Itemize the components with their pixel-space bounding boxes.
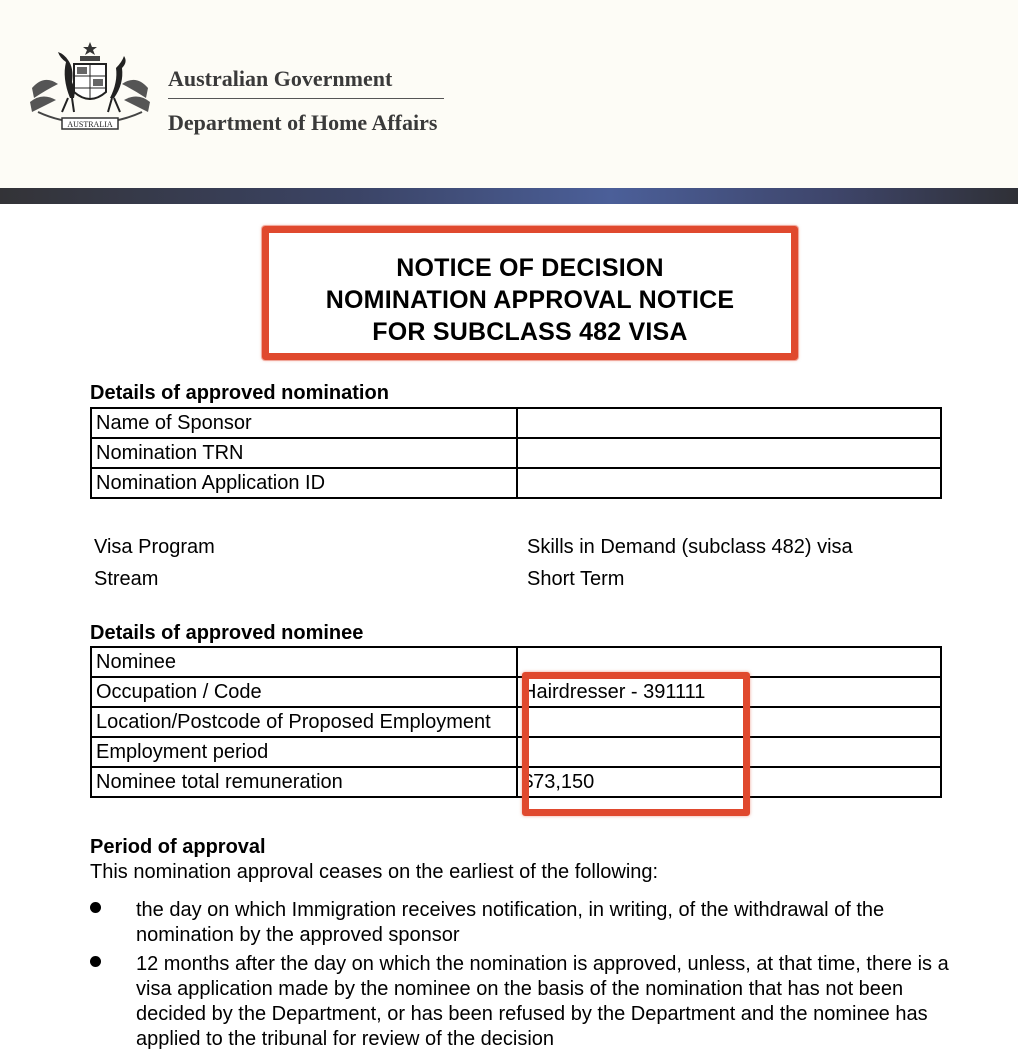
row-label: Occupation / Code	[91, 677, 517, 707]
stream-value: Short Term	[527, 568, 625, 590]
table-row	[91, 438, 941, 468]
title-line-1: NOTICE OF DECISION	[396, 254, 664, 282]
visa-program-label: Visa Program	[94, 536, 215, 558]
row-label: Nominee	[91, 647, 517, 677]
table-row	[91, 647, 941, 677]
remuneration-value: $73,150	[517, 767, 941, 797]
nomination-table	[90, 407, 942, 499]
department-name: Department of Home Affairs	[168, 110, 438, 135]
row-value	[517, 468, 941, 498]
approval-heading: Period of approval	[90, 836, 266, 858]
stream-label: Stream	[94, 568, 159, 590]
nominee-table	[90, 646, 942, 798]
row-label: Nomination TRN	[91, 438, 517, 468]
nominee-highlight-box	[522, 672, 750, 816]
visa-program-value: Skills in Demand (subclass 482) visa	[527, 536, 853, 558]
letterhead	[0, 0, 1018, 188]
row-label: Employment period	[91, 737, 517, 767]
row-value	[517, 408, 941, 438]
bullet-icon	[90, 902, 101, 913]
table-row	[91, 468, 941, 498]
nominee-heading: Details of approved nominee	[90, 622, 364, 644]
title-line-3: FOR SUBCLASS 482 VISA	[372, 318, 688, 346]
coat-of-arms-icon	[24, 38, 156, 136]
row-label: Name of Sponsor	[91, 408, 517, 438]
table-row	[91, 707, 941, 737]
table-row	[91, 737, 941, 767]
header-divider	[168, 98, 444, 99]
approval-intro: This nomination approval ceases on the earliest of the following:	[90, 861, 659, 883]
svg-text:AUSTRALIA: AUSTRALIA	[67, 120, 113, 129]
row-value	[517, 438, 941, 468]
row-label: Nomination Application ID	[91, 468, 517, 498]
nomination-heading: Details of approved nomination	[90, 382, 389, 404]
list-item: 12 months after the day on which the nomination is approved, unless, at that time, there is a visa application made by the nominee on the basis of the nomination that has not been decided by the Department, or has been refused by the Department and the nominee has applied to the tribunal for review of the decision	[136, 953, 949, 1050]
header-band	[0, 188, 1018, 204]
bullet-icon	[90, 956, 101, 967]
government-name: Australian Government	[168, 66, 393, 91]
list-item: the day on which Immigration receives notification, in writing, of the withdrawal of the nomination by the approved sponsor	[136, 899, 885, 946]
table-row	[91, 408, 941, 438]
row-label: Nominee total remuneration	[91, 767, 517, 797]
title-line-2: NOMINATION APPROVAL NOTICE	[325, 286, 735, 314]
occupation-value: Hairdresser - 391111	[517, 677, 941, 707]
table-row	[91, 677, 941, 707]
table-row	[91, 767, 941, 797]
row-label: Location/Postcode of Proposed Employment	[91, 707, 517, 737]
